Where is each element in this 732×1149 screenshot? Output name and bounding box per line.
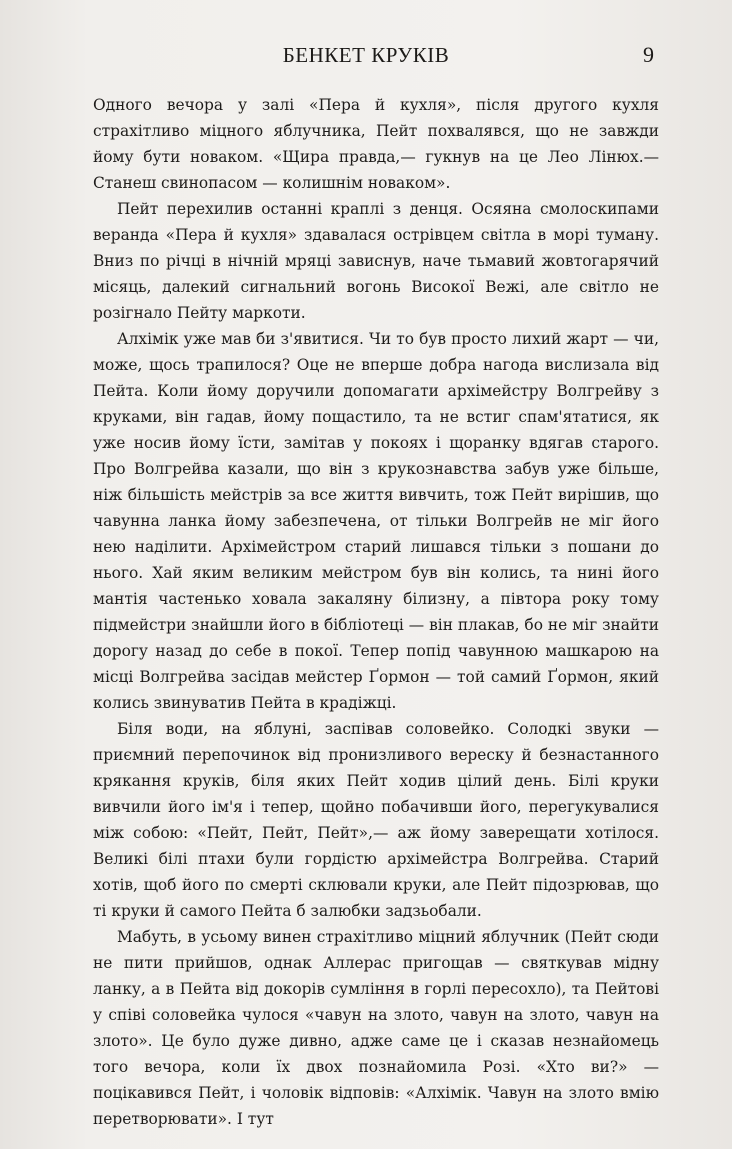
- page-number: 9: [643, 42, 654, 67]
- body-text: [93, 92, 659, 1132]
- paragraph: Пейт перехилив останні краплі з денця. Осяяна смолоскипами веранда «Пера й кухля» здавалася острівцем світла в морі туману. Вниз по річці в нічній мряці зависнув, наче тьмавий жовтогарячий місяць, далекий сигнальний вогонь Високої Вежі, але світло не розігнало Пейту маркоти.: [93, 200, 659, 322]
- page-header: [0, 40, 732, 70]
- running-title: БЕНКЕТ КРУКІВ: [282, 43, 450, 67]
- paragraph: Алхімік уже мав би з'явитися. Чи то був просто лихий жарт — чи, може, щось трапилося? Оце не вперше добра нагода вислизала від Пейта. Коли йому доручили допомагати архімейстру Волгрейву з круками, він гадав, йому пощастило, та не встиг спам'ятатися, як уже носив йому їсти, замітав у покоях і щоранку вдягав старого. Про Волгрейва казали, що він з крукознавства забув уже більше, ніж більшість мейстрів за все життя вивчить, тож Пейт вирішив, що чавунна ланка йому забезпечена, от тільки Волгрейв не міг його нею наділити. Архімейстром старий лишався тільки з пошани до нього. Хай яким великим мейстром був він колись, та нині його мантія частенько ховала закаляну білизну, а півтора року тому підмейстри знайшли його в бібліотеці — він плакав, бо не міг знайти дорогу назад до себе в покої. Тепер попід чавунною машкарою на місці Волгрейва засідав мейстер Ґормон — той самий Ґормон, який колись звинуватив Пейта в крадіжці.: [93, 330, 659, 712]
- paragraph: Одного вечора у залі «Пера й кухля», після другого кухля страхітливо міцного яблучника, Пейт похвалявся, що не завжди йому бути новаком. «Щира правда,— гукнув на це Лео Лінюх.— Станеш свинопасом — колишнім новаком».: [93, 96, 659, 192]
- paragraph: Біля води, на яблуні, заспівав соловейко. Солодкі звуки — приємний перепочинок від пронизливого вереску й безнастанного крякання круків, біля яких Пейт ходив цілий день. Білі круки вивчили його ім'я і тепер, щойно побачивши його, перегукувалися між собою: «Пейт, Пейт, Пейт»,— аж йому заверещати хотілося. Великі білі птахи були гордістю архімейстра Волгрейва. Старий хотів, щоб його по смерті склювали круки, але Пейт підозрював, що ті круки й самого Пейта б залюбки задзьобали.: [93, 720, 659, 920]
- paragraph: Мабуть, в усьому винен страхітливо міцний яблучник (Пейт сюди не пити прийшов, однак Аллерас пригощав — святкував мідну ланку, а в Пейта від докорів сумління в горлі пересохло), та Пейтові у співі соловейка чулося «чавун на злото, чавун на злото, чавун на злото». Це було дуже дивно, адже саме це і сказав незнайомець того вечора, коли їх двох познайомила Розі. «Хто ви?» — поцікавився Пейт, і чоловік відповів: «Алхімік. Чавун на злото вмію перетворювати». І тут: [93, 928, 659, 1128]
